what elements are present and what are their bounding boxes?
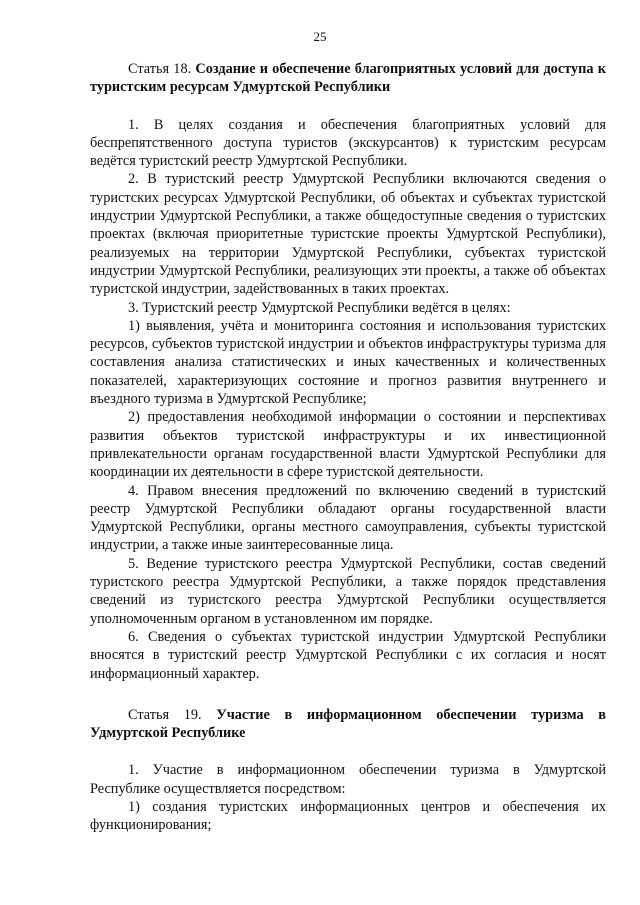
document-body [90,60,606,835]
article-title: Участие в информационном обеспечении туризма в Удмуртской Республике [90,706,606,742]
page-number: 25 [313,29,327,44]
article-label: Статья 18. [128,61,192,77]
article-label: Статья 19. [128,706,202,723]
paragraph: 1. Участие в информационном обеспечении туризма в Удмуртской Республике осуществляется посредством: [90,762,606,797]
paragraph: 1. В целях создания и обеспечения благоприятных условий для беспрепятственного доступа туристов (экскурсантов) к туристским ресурсам ведётся туристский реестр Удмуртской Республики. [90,116,606,170]
article-heading [90,706,606,743]
paragraph: 6. Сведения о субъектах туристской индустрии Удмуртской Республики вносятся в туристский реестр Удмуртской Республики с их согласия и носят информационный характер. [90,628,606,682]
paragraph: 2. В туристский реестр Удмуртской Республики включаются сведения о туристских ресурсах Удмуртской Республики, об объектах и субъектах туристской индустрии Удмуртской Республики, а также общедоступные сведения о туристских проектах (включая приоритетные туристские проекты Удмуртской Республики), реализуемых на территории Удмуртской Республики, субъектах туристской индустрии Удмуртской Республики, реализующих эти проекты, а также об объектах туристской индустрии, задействованных в таких проектах. [90,171,606,298]
paragraph: 3. Туристский реестр Удмуртской Республики ведётся в целях: [128,299,511,316]
paragraph: 5. Ведение туристского реестра Удмуртской Республики, состав сведений туристского реестра Удмуртской Республики, а также порядок представления сведений из туристского реестра Удмуртской Республики осуществляется уполномоченным органом в установленном им порядке. [90,555,606,627]
list-item: 1) создания туристских информационных центров и обеспечения их функционирования; [90,798,606,834]
list-item: 1) выявления, учёта и мониторинга состояния и использования туристских ресурсов, субъектов туристской индустрии и объектов инфраструктуры туризма для составления анализа статистических и иных качественных и количественных показателей, характеризующих состояние и прогноз развития внутреннего и въездного туризма в Удмуртской Республике; [90,317,606,408]
article-title: Создание и обеспечение благоприятных условий для доступа к туристским ресурсам Удмуртской Республики [90,61,606,96]
article-heading [90,60,606,97]
paragraph: 4. Правом внесения предложений по включению сведений в туристский реестр Удмуртской Республики обладают органы государственной власти Удмуртской Республики, органы местного самоуправления, субъекты туристской индустрии, а также иные заинтересованные лица. [90,482,606,554]
list-item: 2) предоставления необходимой информации о состоянии и перспективах развития объектов туристской инфраструктуры и их инвестиционной привлекательности органам государственной власти Удмуртской Республики для координации их деятельности в сфере туристской деятельности. [90,409,606,481]
